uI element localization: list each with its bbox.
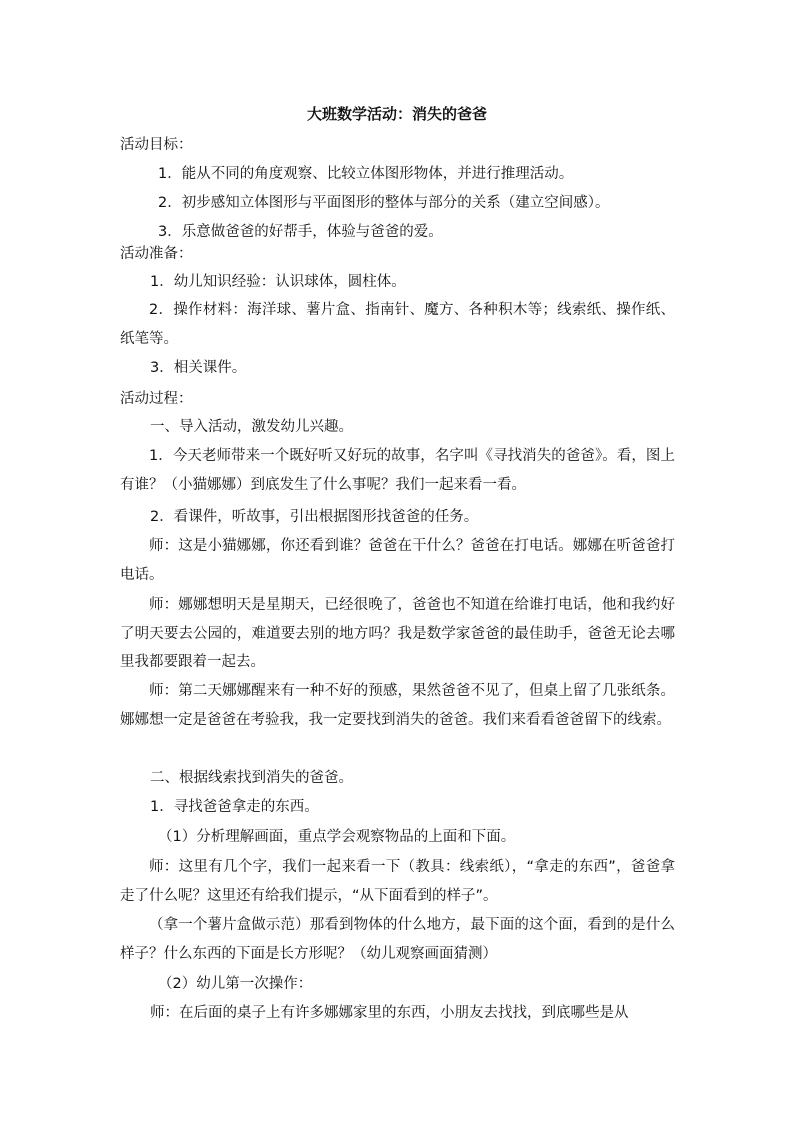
paragraph: 2．看课件，听故事，引出根据图形找爸爸的任务。 [150, 509, 479, 525]
process-heading: 活动过程： [120, 391, 193, 407]
prep-item: 1．幼儿知识经验：认识球体，圆柱体。 [150, 274, 406, 290]
paragraph: 师：这里有几个字，我们一起来看一下（教具：线索纸），“拿走的东西”，爸爸拿走了什么呢？这里还有给我们提示，“从下面看到的样子”。 [120, 859, 675, 904]
prep-item: 3．相关课件。 [150, 360, 247, 376]
section-heading: 一、导入活动，激发幼儿兴趣。 [150, 419, 353, 435]
goal-item: 1．能从不同的角度观察、比较立体图形物体，并进行推理活动。 [158, 166, 574, 182]
goals-heading: 活动目标： [120, 137, 193, 153]
paragraph: 1．今天老师带来一个既好听又好玩的故事，名字叫《寻找消失的爸爸》。看，图上有谁？（小猫娜娜）到底发生了什么事呢？我们一起来看一看。 [120, 448, 675, 493]
paragraph: 师：第二天娜娜醒来有一种不好的预感，果然爸爸不见了，但桌上留了几张纸条。娜娜想一定是爸爸在考验我，我一定要找到消失的爸爸。我们来看看爸爸留下的线索。 [120, 683, 675, 728]
paragraph: （拿一个薯片盒做示范）那看到物体的什么地方，最下面的这个面，看到的是什么样子？什么东西的下面是长方形呢？（幼儿观察画面猜测） [120, 917, 675, 962]
paragraph: 师：这是小猫娜娜，你还看到谁？爸爸在干什么？爸爸在打电话。娜娜在听爸爸打电话。 [120, 538, 675, 583]
paragraph: 1．寻找爸爸拿走的东西。 [150, 799, 319, 815]
prep-heading: 活动准备： [120, 246, 193, 262]
goal-item: 2．初步感知立体图形与平面图形的整体与部分的关系（建立空间感）。 [158, 195, 610, 211]
paragraph: 师：在后面的桌子上有许多娜娜家里的东西，小朋友去找找，到底哪些是从 [150, 1005, 629, 1021]
prep-item: 2．操作材料：海洋球、薯片盒、指南针、魔方、各种积木等；线索纸、操作纸、纸笔等。 [120, 302, 675, 347]
paragraph: （2）幼儿第一次操作： [158, 976, 313, 992]
document-title: 大班数学活动：消失的爸爸 [306, 105, 487, 123]
goal-item: 3．乐意做爸爸的好帮手，体验与爸爸的爱。 [158, 224, 443, 240]
section-heading: 二、根据线索找到消失的爸爸。 [150, 770, 353, 786]
paragraph: 师：娜娜想明天是星期天，已经很晚了，爸爸也不知道在给谁打电话，他和我约好了明天要去公园的，难道要去别的地方吗？我是数学家爸爸的最佳助手，爸爸无论去哪里我都要跟着一起去。 [120, 597, 675, 670]
paragraph: （1）分析理解画面，重点学会观察物品的上面和下面。 [158, 829, 516, 845]
